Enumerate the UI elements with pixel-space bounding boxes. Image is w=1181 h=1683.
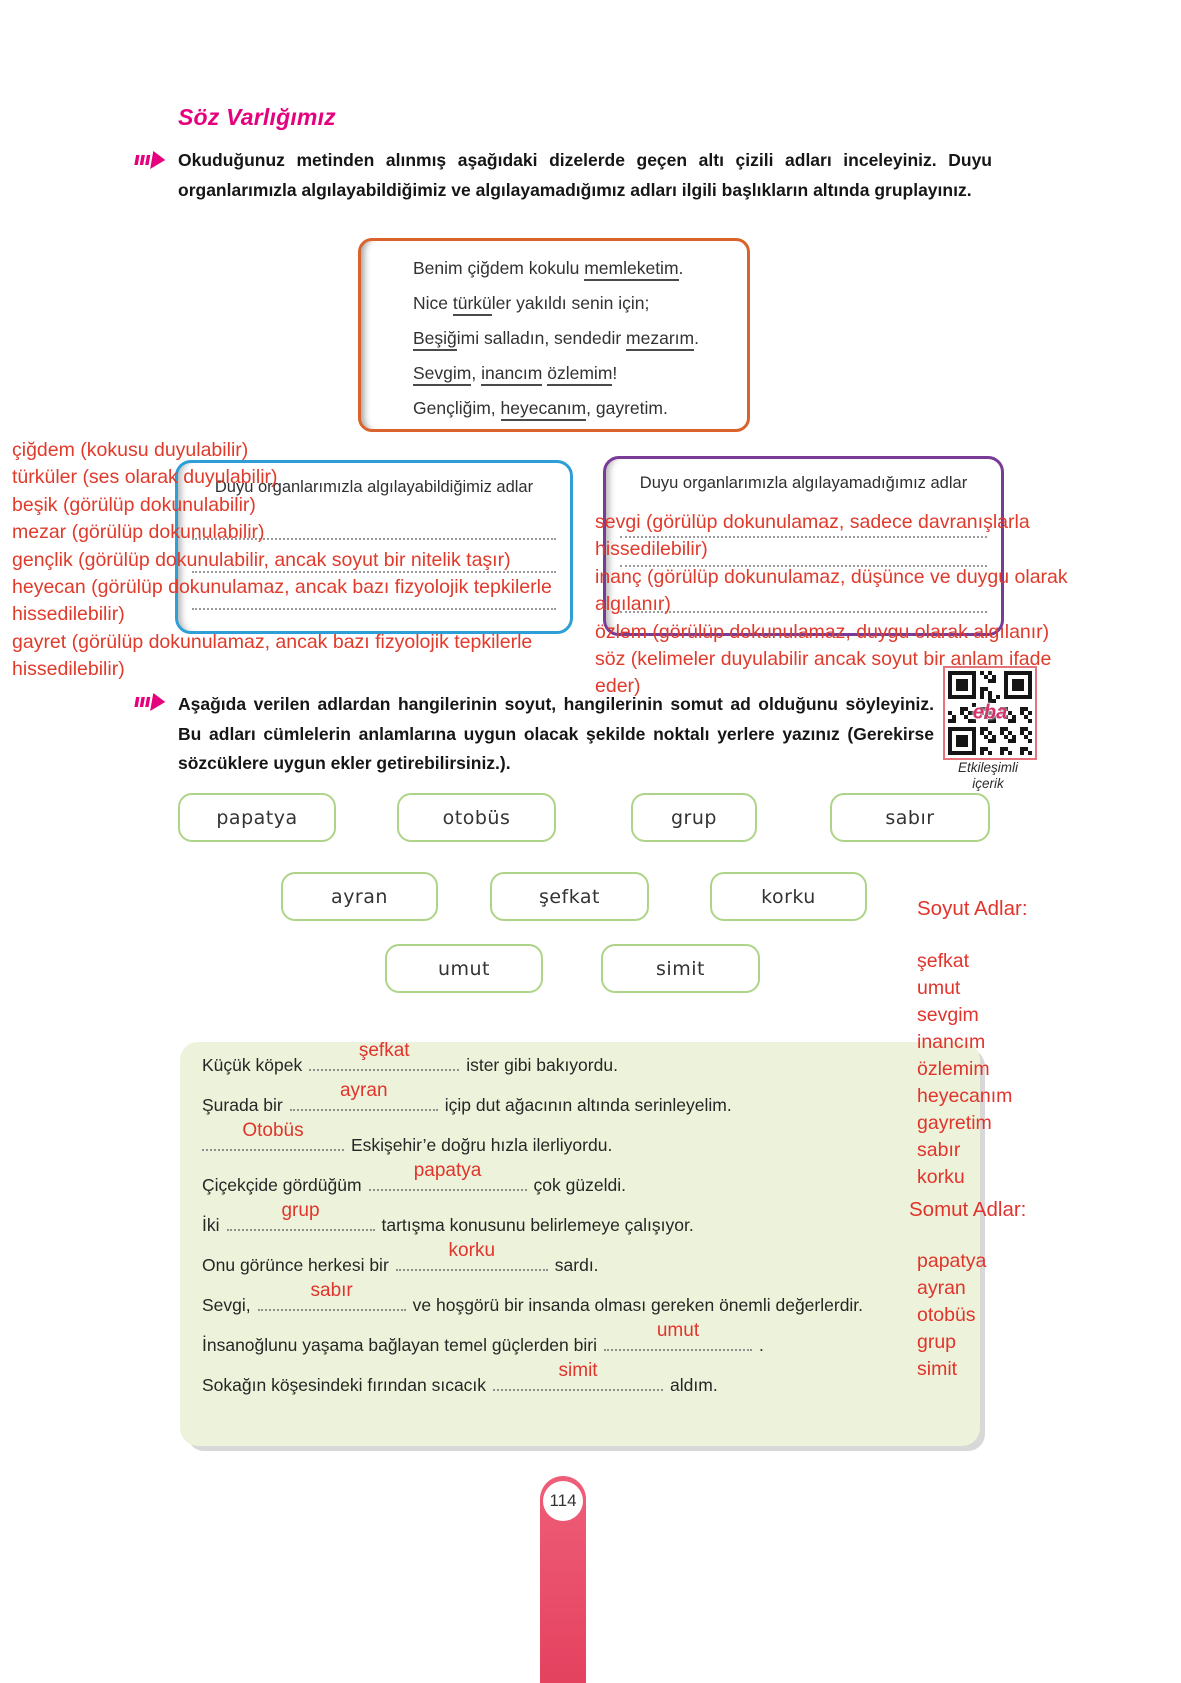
soyut-adlar-label: Soyut Adlar: [917, 897, 1028, 920]
poem-underlined-noun: Sevgim [413, 363, 471, 386]
poem-box [358, 238, 750, 432]
instruction-text: Aşağıda verilen adlardan hangilerinin soyut, hangilerinin somut ad olduğunu söyleyiniz. Bu adları cümlelerin anlamlarına uygun olacak şekilde noktalı yerlere yazınız (Gerekirse sözcüklere uygun ekler getirebilirsiniz.). [178, 694, 934, 773]
word-chip: şefkat [490, 872, 649, 921]
soyut-adlar-item: inancım [917, 1031, 986, 1053]
sentence-blank [309, 1040, 459, 1071]
soyut-adlar-item: şefkat [917, 950, 970, 972]
handwritten-line: algılanır) [595, 593, 671, 616]
sentence-row [202, 1160, 626, 1196]
sentence-blank [604, 1320, 752, 1351]
handwritten-answers-left [12, 437, 552, 684]
word-chip: grup [631, 793, 757, 842]
poem-text: , [471, 363, 482, 383]
somut-adlar-item: papatya [917, 1250, 987, 1272]
sentence-blank [227, 1200, 375, 1231]
poem-text: ! [612, 363, 618, 383]
poem-text: ler yakıldı senin için; [491, 293, 650, 313]
imperceivable-nouns-box-title: Duyu organlarımızla algılayamadığımız adlar [639, 474, 968, 492]
somut-adlar-item: grup [917, 1331, 957, 1353]
sentence-answer: ayran [339, 1080, 388, 1101]
page-number: 114 [543, 1481, 583, 1521]
poem-underlined-noun: Beşiğ [413, 328, 457, 351]
poem-text: , gayretim. [586, 398, 668, 418]
sentence-answer: korku [448, 1240, 496, 1261]
sentence-row [202, 1320, 764, 1356]
somut-adlar-label: Somut Adlar: [909, 1198, 1027, 1221]
poem-line [413, 321, 699, 356]
handwritten-line: özlem (görülüp dokunulamaz, duygu olarak algılanır) [595, 620, 1050, 643]
soyut-adlar-item: özlemim [917, 1058, 990, 1080]
sentence-row [202, 1040, 618, 1076]
sentence-post: çok güzeldi. [533, 1175, 626, 1195]
sentence-post: ve hoşgörü bir insanda olması gereken önemli değerlerdir. [412, 1295, 864, 1315]
poem-underlined-noun: inancım [481, 363, 542, 386]
sentence-pre: Onu görünce herkesi bir [202, 1255, 389, 1275]
sentence-pre: Çiçekçide gördüğüm [202, 1175, 362, 1195]
poem-text: Gençliğim, [413, 398, 501, 418]
sentence-blank [369, 1160, 527, 1191]
poem-underlined-noun: heyecanım [501, 398, 587, 421]
handwritten-line: türküler (ses olarak duyulabilir) [12, 466, 278, 489]
poem-line [413, 251, 699, 286]
poem-text: . [694, 328, 699, 348]
soyut-adlar-item: heyecanım [917, 1085, 1013, 1107]
handwritten-line: hissedilebilir) [12, 603, 125, 626]
sentence-blank [258, 1280, 406, 1311]
handwritten-line: gayret (görülüp dokunulamaz, ancak bazı fizyolojik tepkilerle [12, 630, 533, 653]
sentence-blank [202, 1120, 344, 1151]
word-chip: simit [601, 944, 760, 993]
word-chip: ayran [281, 872, 438, 921]
sentence-answer: simit [558, 1360, 598, 1381]
handwritten-line: mezar (görülüp dokunulabilir) [12, 521, 265, 544]
sentence-post: ister gibi bakıyordu. [466, 1055, 618, 1075]
handwritten-answers-right [595, 509, 1068, 701]
soyut-adlar-item: korku [917, 1166, 965, 1188]
handwritten-line: hissedilebilir) [595, 538, 708, 561]
sentence-pre: Sevgi, [202, 1295, 251, 1315]
sentence-post: içip dut ağacının altında serinleyelim. [444, 1095, 732, 1115]
sentence-pre: Küçük köpek [202, 1055, 303, 1075]
sentence-row [202, 1360, 718, 1396]
page-title: Söz Varlığımız [178, 104, 336, 130]
word-chip: papatya [178, 793, 336, 842]
sentence-answer: grup [281, 1200, 320, 1221]
qr-caption-line: Etkileşimli [957, 760, 1018, 775]
poem-text: Benim çiğdem kokulu [413, 258, 585, 278]
sentence-answer: papatya [413, 1160, 482, 1181]
handwritten-line: heyecan (görülüp dokunulamaz, ancak bazı fizyolojik tepkilerle [12, 576, 552, 599]
poem-underlined-noun: memleketim [584, 258, 678, 281]
sentence-post: sardı. [554, 1255, 599, 1275]
poem [413, 251, 699, 426]
sentence-answer: Otobüs [242, 1120, 304, 1141]
instruction-text: Okuduğunuz metinden alınmış aşağıdaki dizelerde geçen altı çizili adları inceleyiniz. Duyu organlarımızla algılayabildiğimiz ve algılayamadığımız adları ilgili başlıkların altında gruplayınız. [178, 150, 992, 200]
sentence-pre: İki [202, 1215, 220, 1235]
somut-adlar-item: otobüs [917, 1304, 976, 1326]
soyut-adlar-item: gayretim [917, 1112, 992, 1134]
qr-caption-line: içerik [972, 776, 1004, 791]
soyut-adlar-list [917, 948, 1012, 1191]
poem-underlined-noun: mezarım [626, 328, 694, 351]
sentence-pre: Sokağın köşesindeki fırından sıcacık [202, 1375, 487, 1395]
handwritten-line: inanç (görülüp dokunulamaz, düşünce ve duygu olarak [595, 565, 1068, 588]
word-chip: sabır [830, 793, 990, 842]
poem-line [413, 356, 699, 391]
somut-adlar-item: simit [917, 1358, 958, 1380]
poem-underlined-noun: özlemim [547, 363, 612, 386]
sentence-post: Eskişehir’e doğru hızla ilerliyordu. [351, 1135, 613, 1155]
soyut-adlar-item: sevgim [917, 1004, 979, 1026]
handwritten-line: gençlik (görülüp dokunulabilir, ancak soyut bir nitelik taşır) [12, 548, 511, 571]
poem-text: . [678, 258, 684, 278]
sentence-row [202, 1280, 864, 1316]
somut-adlar-item: ayran [917, 1277, 966, 1299]
instruction-arrow-icon [131, 150, 167, 170]
sentence-post: aldım. [670, 1375, 718, 1395]
poem-text: Nice [413, 293, 453, 313]
perceivable-nouns-box-title: Duyu organlarımızla algılayabildiğimiz adlar [214, 478, 534, 496]
sentence-post: . [758, 1335, 764, 1355]
sentence-post: tartışma konusunu belirlemeye çalışıyor. [381, 1215, 694, 1235]
sentence-blank [290, 1080, 438, 1111]
page-number-tab [540, 1476, 586, 1683]
soyut-adlar-item: sabır [917, 1139, 961, 1161]
handwritten-line: eder) [595, 675, 641, 698]
poem-underlined-noun: türkü [453, 293, 492, 316]
handwritten-line: sevgi (görülüp dokunulamaz, sadece davranışlarla [595, 511, 1030, 533]
handwritten-line: beşik (görülüp dokunulabilir) [12, 493, 256, 516]
somut-adlar-list [917, 1248, 986, 1383]
sentence-row [202, 1120, 613, 1156]
sentence-pre: Şurada bir [202, 1095, 283, 1115]
handwritten-line: hissedilebilir) [12, 658, 125, 681]
sentence-blank [396, 1240, 548, 1271]
instruction-arrow-icon [131, 692, 167, 712]
word-chip: korku [710, 872, 867, 921]
sentence-answer: sabır [310, 1280, 353, 1301]
word-chip: umut [385, 944, 543, 993]
poem-line [413, 286, 699, 321]
handwritten-line: söz (kelimeler duyulabilir ancak soyut bir anlam ifade [595, 648, 1052, 671]
poem-text: imi salladın, sendedir [456, 328, 627, 348]
word-chip: otobüs [397, 793, 556, 842]
sentence-row [202, 1080, 732, 1116]
qr-caption [922, 760, 1054, 792]
poem-line [413, 391, 699, 426]
eba-logo: eba [972, 701, 1008, 724]
sentence-answer: şefkat [358, 1040, 410, 1061]
sentence-row [202, 1200, 694, 1236]
sentence-row [202, 1240, 599, 1276]
handwritten-line: çiğdem (kokusu duyulabilir) [12, 439, 249, 461]
sentence-blank [493, 1360, 663, 1391]
sentence-answer: umut [656, 1320, 700, 1341]
soyut-adlar-item: umut [917, 977, 961, 999]
sentence-pre: İnsanoğlunu yaşama bağlayan temel güçlerden biri [202, 1335, 597, 1355]
